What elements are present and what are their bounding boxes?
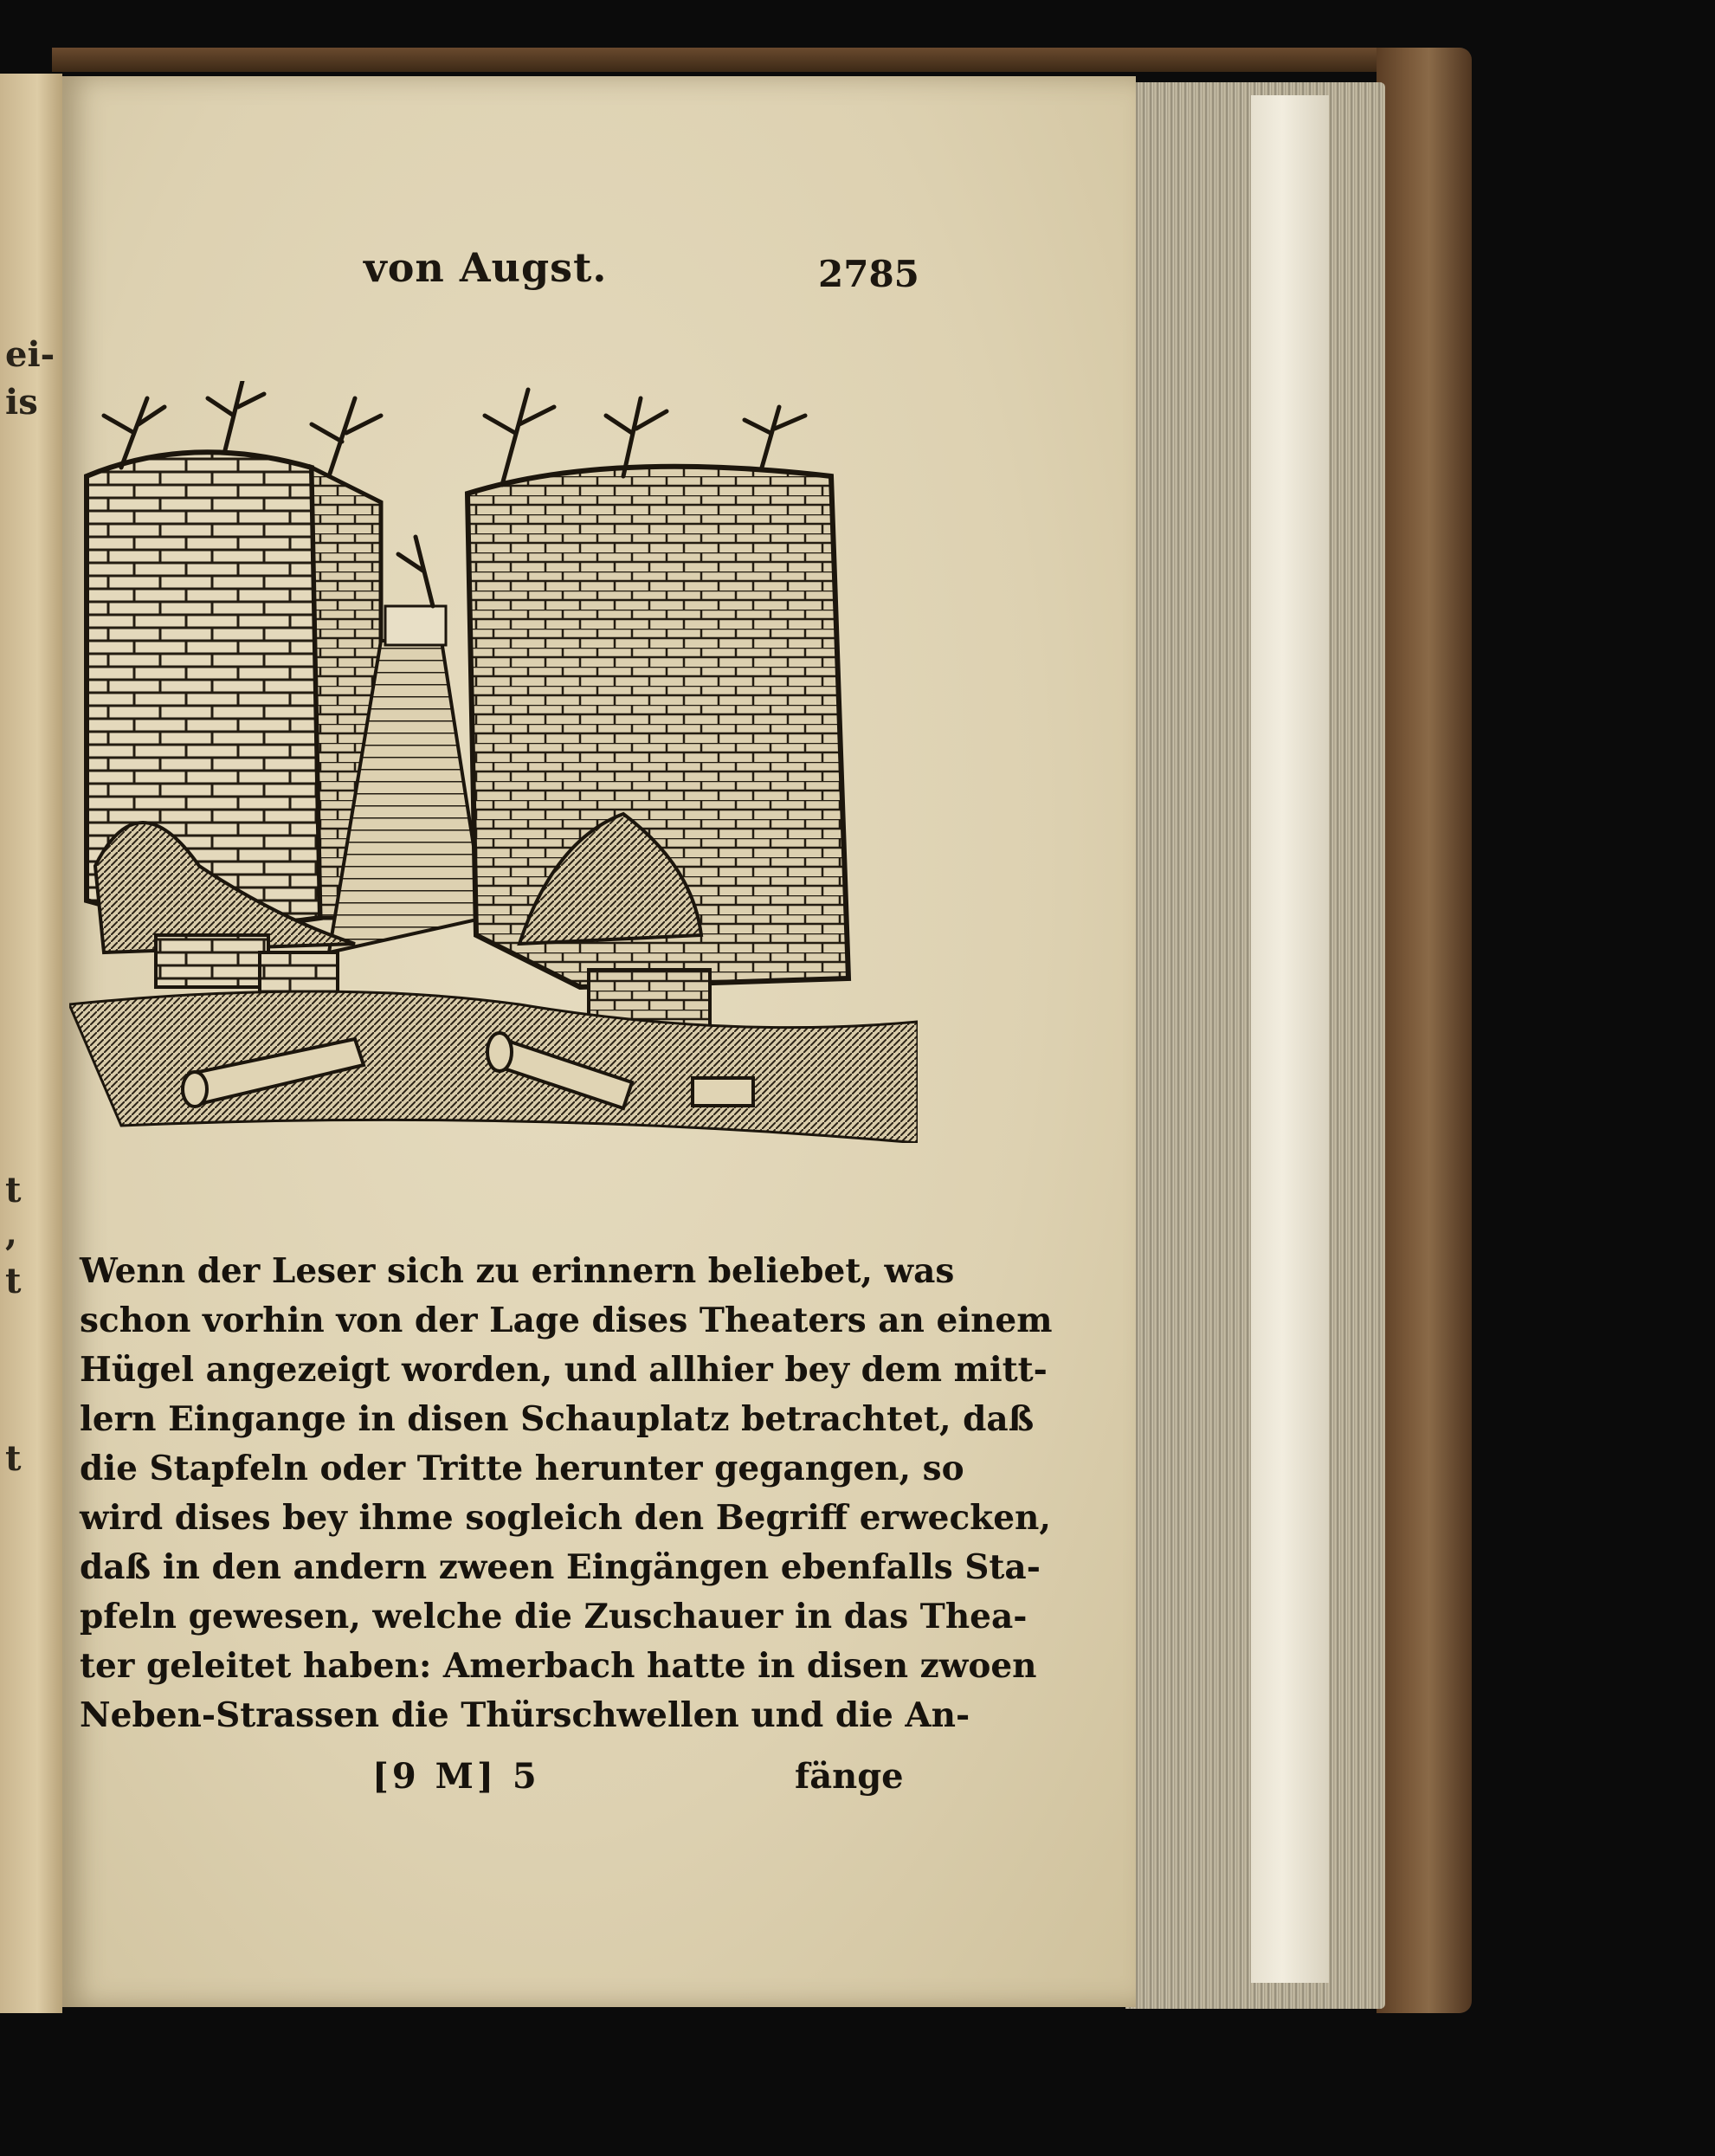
text-line: lern Eingange in disen Schauplatz betrachtet, daß [80, 1399, 1035, 1439]
facing-fragment: t [5, 1261, 22, 1301]
body-text [80, 1247, 1053, 1740]
running-head: von Augst. [364, 244, 608, 291]
page-edges-highlight [1251, 95, 1329, 1983]
facing-fragment: ei- [5, 334, 55, 375]
text-line: ter geleitet haben: Amerbach hatte in disen zwoen [80, 1646, 1037, 1686]
page-number: 2785 [818, 253, 919, 295]
signature-mark: [9 M] 5 [372, 1756, 540, 1797]
facing-fragment: is [5, 382, 38, 423]
text-line: Wenn der Leser sich zu erinnern beliebet, was [80, 1251, 955, 1291]
text-line: wird dises bey ihme sogleich den Begriff erwecken, [80, 1498, 1051, 1538]
text-line: pfeln gewesen, welche die Zuschauer in das Thea- [80, 1597, 1028, 1636]
text-line: Neben-Strassen die Thürschwellen und die An- [80, 1695, 970, 1735]
facing-fragment: t [5, 1438, 22, 1479]
facing-fragment: t [5, 1170, 22, 1210]
facing-page [0, 74, 62, 2013]
text-line: die Stapfeln oder Tritte herunter gegangen, so [80, 1449, 964, 1488]
woodcut-illustration [69, 381, 918, 1143]
binding-top [52, 48, 1420, 72]
catchword: fänge [795, 1756, 904, 1797]
facing-fragment: , [5, 1213, 17, 1254]
book-binding [1377, 48, 1472, 2013]
text-line: daß in den andern zween Eingängen ebenfalls Sta- [80, 1547, 1041, 1587]
text-line: Hügel angezeigt worden, und allhier bey dem mitt- [80, 1350, 1048, 1390]
text-line: schon vorhin von der Lage dises Theaters an einem [80, 1301, 1053, 1340]
